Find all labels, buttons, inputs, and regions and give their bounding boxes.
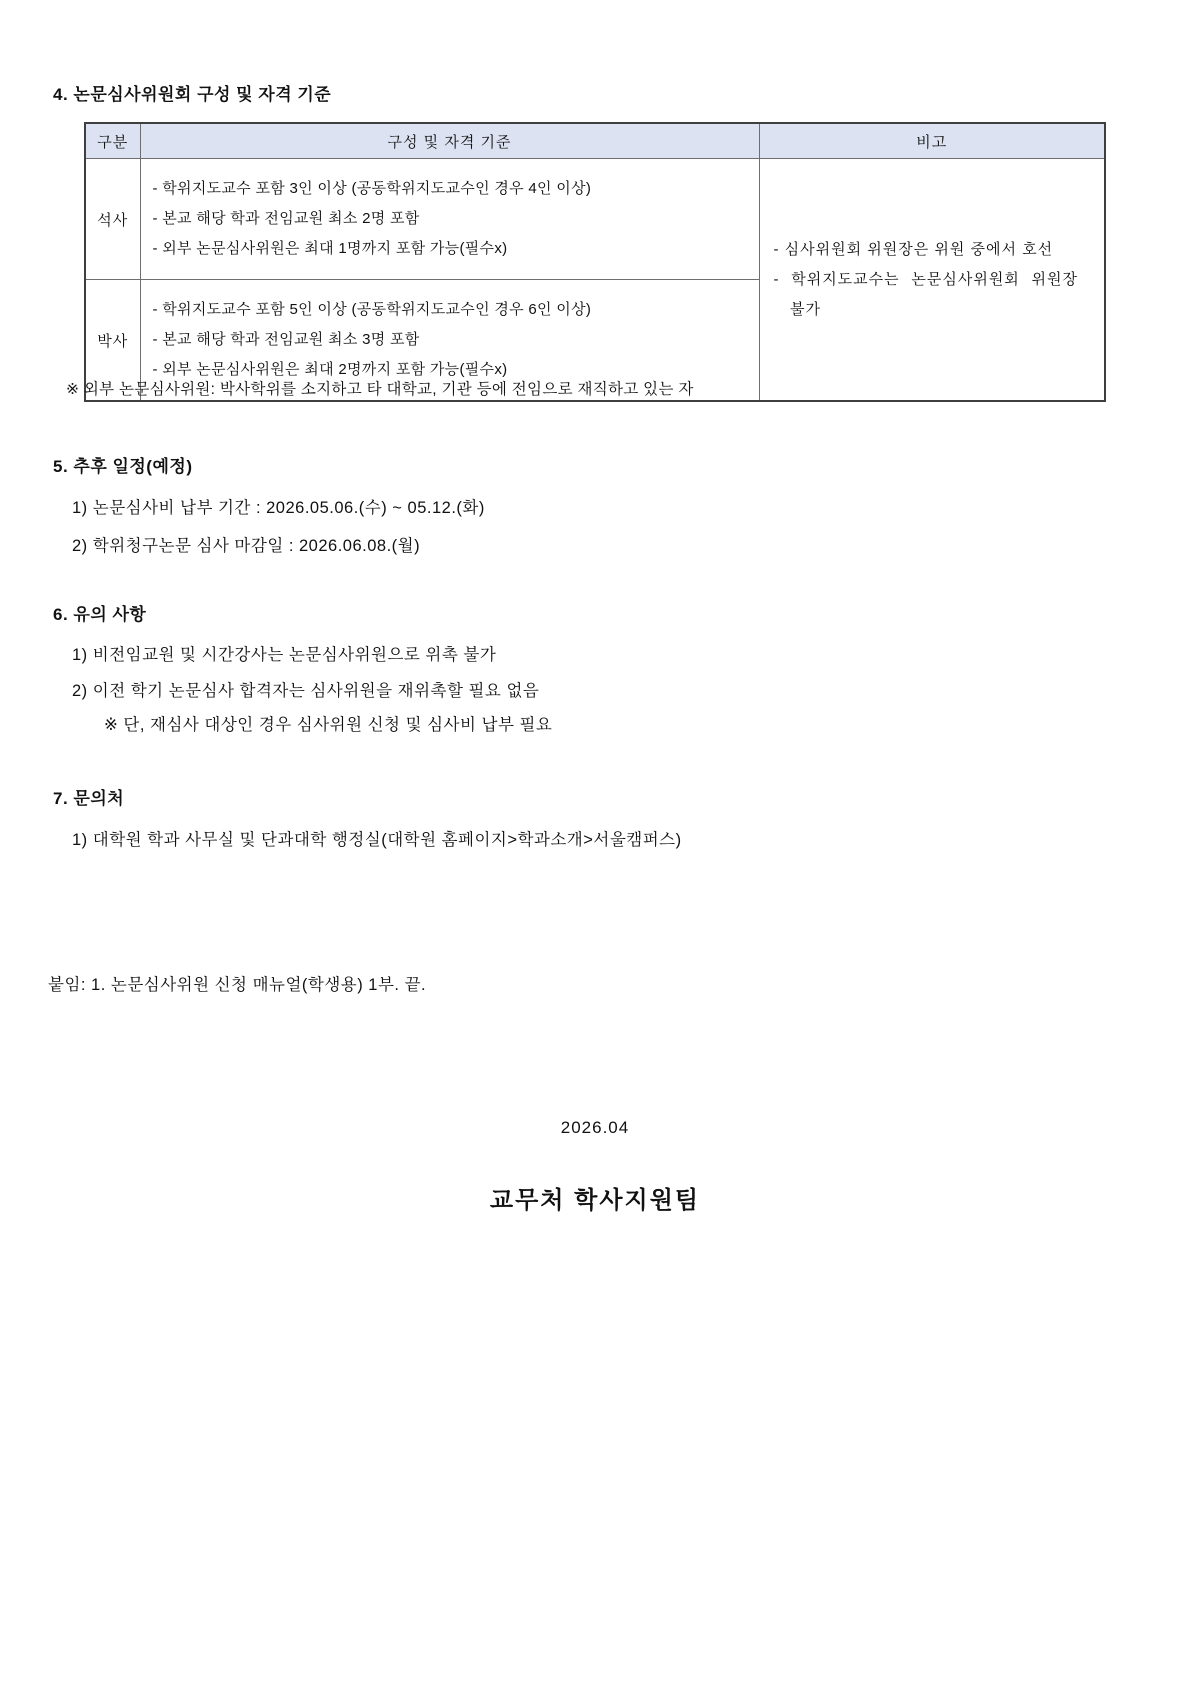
table-row-masters (85, 159, 1105, 280)
col-header-criteria: 구성 및 자격 기준 (140, 123, 759, 159)
contact-item-1: 1) 대학원 학과 사무실 및 단과대학 행정실(대학원 홈페이지>학과소개>서울캠퍼스) (72, 831, 682, 849)
table-header-row (85, 123, 1105, 159)
issuing-department-signature: 교무처 학사지원팀 (489, 1187, 701, 1214)
section-7-title: 7. 문의처 (53, 789, 125, 808)
remark-item: - 학위지도교수는 논문심사위원회 위원장 불가 (773, 270, 1078, 318)
criteria-line: - 학위지도교수 포함 5인 이상 (공동학위지도교수인 경우 6인 이상) (152, 301, 592, 318)
criteria-line: - 외부 논문심사위원은 최대 2명까지 포함 가능(필수x) (152, 361, 508, 378)
schedule-item-1: 1) 논문심사비 납부 기간 : 2026.05.06.(수) ~ 05.12.(화) (72, 499, 485, 517)
schedule-item-2: 2) 학위청구논문 심사 마감일 : 2026.06.08.(월) (72, 537, 421, 555)
category-cell-masters: 석사 (85, 159, 140, 280)
attachment-line: 붙임: 1. 논문심사위원 신청 매뉴얼(학생용) 1부. 끝. (48, 976, 427, 994)
caution-subnote: ※ 단, 재심사 대상인 경우 심사위원 신청 및 심사비 납부 필요 (104, 716, 553, 734)
col-header-remarks: 비고 (759, 123, 1105, 159)
criteria-line: - 본교 해당 학과 전임교원 최소 3명 포함 (152, 331, 420, 348)
section-6-title: 6. 유의 사항 (53, 605, 147, 624)
criteria-line: - 본교 해당 학과 전임교원 최소 2명 포함 (152, 210, 420, 227)
caution-item-2: 2) 이전 학기 논문심사 합격자는 심사위원을 재위촉할 필요 없음 (72, 682, 540, 700)
section-5-title: 5. 추후 일정(예정) (53, 457, 193, 476)
criteria-line: - 외부 논문심사위원은 최대 1명까지 포함 가능(필수x) (152, 240, 508, 257)
document-date: 2026.04 (560, 1118, 630, 1137)
section-4-title: 4. 논문심사위원회 구성 및 자격 기준 (53, 85, 332, 104)
external-reviewer-note: ※ 외부 논문심사위원: 박사학위를 소지하고 타 대학교, 기관 등에 전임으로 재직하고 있는 자 (66, 381, 694, 398)
col-header-category: 구분 (85, 123, 140, 159)
committee-criteria-table (84, 122, 1106, 402)
criteria-cell-masters (140, 159, 759, 280)
caution-item-1: 1) 비전임교원 및 시간강사는 논문심사위원으로 위촉 불가 (72, 646, 497, 664)
category-cell-doctoral: 박사 (85, 280, 140, 402)
criteria-line: - 학위지도교수 포함 3인 이상 (공동학위지도교수인 경우 4인 이상) (152, 180, 592, 197)
remark-item: - 심사위원회 위원장은 위원 중에서 호선 (773, 240, 1054, 258)
remarks-cell (759, 159, 1105, 402)
